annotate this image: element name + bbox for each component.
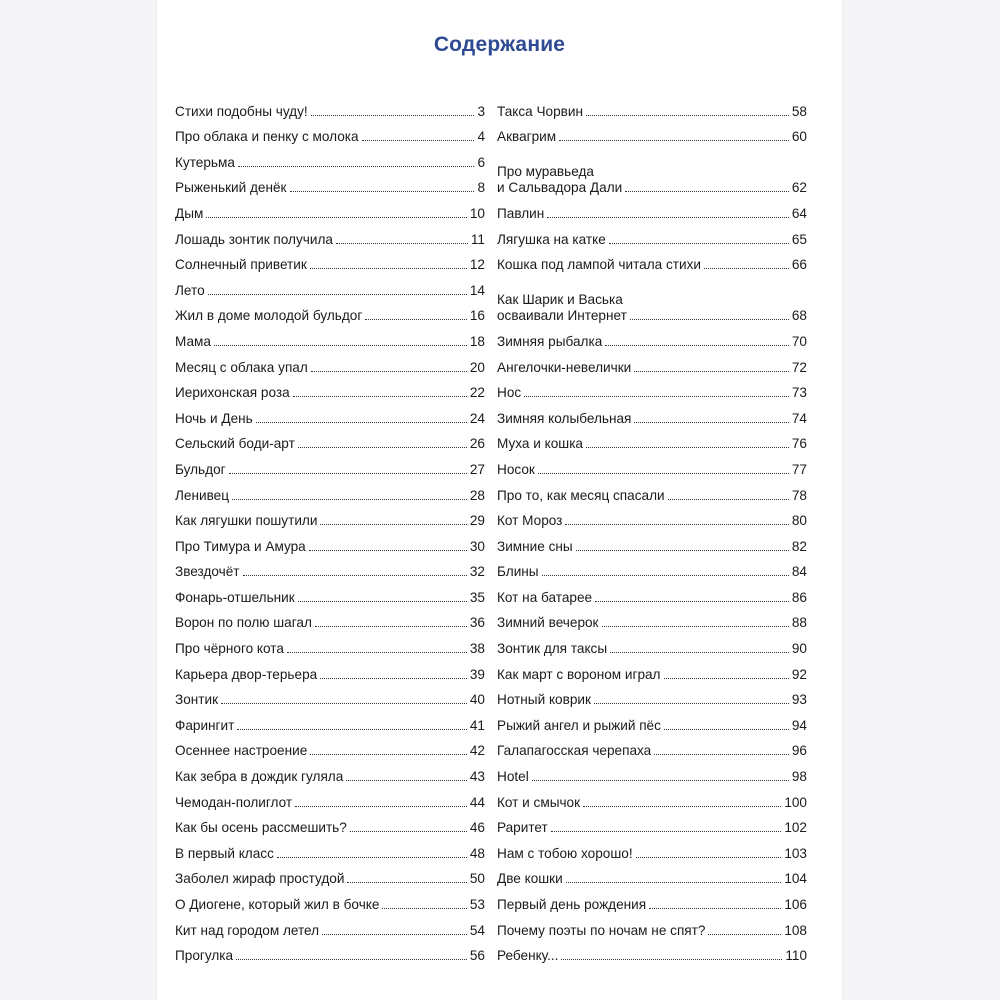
toc-entry-title: Нотный коврик [497,692,591,708]
toc-entry [175,836,485,862]
dot-leader [236,959,467,960]
toc-entry-page: 78 [791,487,807,503]
dot-leader [594,703,789,704]
toc-entry [175,811,485,837]
toc-entry [497,631,807,657]
dot-leader [532,780,789,781]
dot-leader [311,115,475,116]
toc-entry [497,657,807,683]
toc-entry [175,529,485,555]
toc-entry [175,196,485,222]
toc-entry [175,657,485,683]
dot-leader [586,115,789,116]
toc-entry-page: 11 [470,231,485,247]
toc-entry [175,555,485,581]
toc-entry-page: 28 [469,487,485,503]
toc-entry-title: Такса Чорвин [497,103,583,119]
toc-entry-page: 72 [791,359,807,375]
page-title: Содержание [433,33,566,56]
dot-leader [559,140,789,141]
dot-leader [704,268,789,269]
toc-entry [497,452,807,478]
dot-leader [322,934,467,935]
toc-entry-page: 46 [469,820,485,836]
dot-leader [346,780,467,781]
toc-entry-page: 3 [477,103,485,119]
dot-leader [293,396,467,397]
dot-leader [320,678,467,679]
toc-entry-title: Лето [175,282,205,298]
toc-entry [175,171,485,197]
toc-entry-page: 35 [469,589,485,605]
toc-entry-title: Павлин [497,205,545,221]
toc-entry-title: Звездочёт [175,564,240,580]
toc-entry [497,759,807,785]
dot-leader [221,703,467,704]
toc-entry-title: Как март с вороном играл [497,666,661,682]
dot-leader [277,857,467,858]
toc-entry-title: Hotel [497,769,529,785]
toc-entry-page: 26 [469,436,485,452]
toc-entry-title: Про то, как месяц спасали [497,487,665,503]
toc-entry-page: 30 [469,538,485,554]
toc-entry-page: 29 [469,513,485,529]
dot-leader [365,319,467,320]
toc-entry-page: 56 [469,948,485,964]
toc-entry-page: 36 [469,615,485,631]
toc-entry [497,887,807,913]
toc-entry [175,452,485,478]
dot-leader [602,626,789,627]
toc-entry [497,401,807,427]
toc-entry-page: 58 [791,103,807,119]
dot-leader [625,191,789,192]
toc-entry-title: Нам с тобою хорошо! [497,845,633,861]
toc-entry [175,427,485,453]
dot-leader [243,575,467,576]
toc-entry [175,606,485,632]
toc-entry [175,350,485,376]
toc-entry-title: Заболел жираф простудой [175,871,345,887]
toc-column-right [497,94,807,964]
toc-entry-page: 98 [791,769,807,785]
toc-entry-page: 103 [784,845,807,861]
dot-leader [538,473,789,474]
dot-leader [586,447,789,448]
toc-entry-title: Нос [497,385,522,401]
toc-entry-title: Носок [497,461,535,477]
toc-entry-title: Раритет [497,820,548,836]
toc-entry [175,887,485,913]
toc-entry [497,606,807,632]
toc-entry-page: 68 [791,308,807,324]
book-page [157,0,842,1000]
toc-entry-title: Зонтик [175,692,219,708]
toc-entry-page: 64 [791,205,807,221]
toc-entry-title: Как зебра в дождик гуляла [175,769,344,785]
toc-entry-page: 70 [791,333,807,349]
toc-entry-page: 53 [469,897,485,912]
toc-entry [175,222,485,248]
toc-entry-page: 102 [784,820,807,836]
toc-entry-page: 73 [791,385,807,401]
toc-entry-page: 32 [469,564,485,580]
toc-entry-page: 40 [469,692,485,708]
toc-entry-page: 18 [469,333,485,349]
toc-entry [497,376,807,402]
toc-entry-title: Как Шарик и Васька осваивали Интернет [497,292,627,324]
toc-entry-page: 39 [469,666,485,682]
toc-entry [497,580,807,606]
toc-entry-title: Жил в доме молодой бульдог [175,308,363,324]
toc-entry-page: 92 [791,666,807,682]
toc-entry-title: Фарингит [175,717,235,733]
toc-entry-page: 86 [791,589,807,605]
dot-leader [311,371,467,372]
toc-entry [175,580,485,606]
dot-leader [287,652,467,653]
toc-entry-page: 14 [469,282,485,298]
toc-entry [497,222,807,248]
dot-leader [610,652,789,653]
toc-entry-page: 74 [791,410,807,426]
toc-entry-title: Бульдог [175,461,226,477]
toc-entry-page: 44 [469,794,485,810]
dot-leader [630,319,789,320]
toc-entry-title: В первый класс [175,845,274,861]
dot-leader [238,166,475,167]
toc-entry-title: Аквагрим [497,129,557,145]
dot-leader [708,934,781,935]
toc-entry-page: 84 [791,564,807,580]
toc-entry-title: Лошадь зонтик получила [175,231,333,247]
dot-leader [208,294,467,295]
toc-entry-title: Зимняя рыбалка [497,333,603,349]
toc-entry-title: Карьера двор-терьера [175,666,318,682]
toc-entry-title: Про Тимура и Амура [175,538,306,554]
toc-entry [175,504,485,530]
toc-entry-title: Кот Мороз [497,513,563,529]
toc-entry-page: 65 [791,231,807,247]
toc-entry-title: Зимняя колыбельная [497,410,632,426]
toc-entry [175,248,485,274]
toc-entry [497,785,807,811]
dot-leader [636,857,782,858]
toc-entry-title: Чемодан-полиглот [175,794,293,810]
toc-entry-title: Ленивец [175,487,229,503]
dot-leader [649,908,781,909]
toc-entry-page: 12 [469,257,485,273]
dot-leader [609,243,789,244]
toc-entry [175,759,485,785]
toc-entry [175,273,485,299]
toc-entry [175,299,485,325]
toc-entry-title: Солнечный приветик [175,257,307,273]
toc-entry [497,350,807,376]
dot-leader [229,473,467,474]
toc-entry [175,708,485,734]
dot-leader [566,882,782,883]
dot-leader [583,806,781,807]
dot-leader [237,729,467,730]
toc-entry-page: 54 [469,922,485,938]
toc-entry [175,145,485,171]
toc-entry-title: Сельский боди-арт [175,436,295,452]
toc-entry-page: 62 [791,180,807,196]
toc-entry-title: Кит над городом летел [175,922,320,938]
toc-entry-title: Первый день рождения [497,897,647,912]
toc-entry-title: Лягушка на катке [497,231,606,247]
toc-entry-title: Ворон по полю шагал [175,615,312,631]
dot-leader [290,191,475,192]
toc-entry-title: Рыжий ангел и рыжий пёс [497,717,661,733]
toc-entry-page: 6 [477,154,485,170]
dot-leader [347,882,466,883]
toc-entry-page: 4 [477,129,485,145]
dot-leader [298,447,467,448]
dot-leader [595,601,789,602]
toc-entry-page: 20 [469,359,485,375]
toc-entry-title: Ребенку... [497,948,559,964]
toc-entry-title: Зимний вечерок [497,615,599,631]
toc-entry [175,324,485,350]
dot-leader [654,754,789,755]
toc-entry [175,478,485,504]
toc-entry [497,120,807,146]
toc-entry-page: 77 [791,461,807,477]
toc-entry-page: 41 [469,717,485,733]
toc-entry-page: 22 [469,385,485,401]
dot-leader [542,575,789,576]
toc-entry-page: 90 [791,641,807,657]
toc-entry-page: 16 [469,308,485,324]
toc-entry-page: 96 [791,743,807,759]
toc-entry-title: Блины [497,564,539,580]
toc-entry-page: 100 [784,794,807,810]
toc-entry-title: Зонтик для таксы [497,641,608,657]
toc-entry-page: 66 [791,257,807,273]
toc-entry [497,324,807,350]
toc-entry-title: Месяц с облака упал [175,359,308,375]
toc-entry-page: 104 [784,871,807,887]
toc-entry-title: Ангелочки-невелички [497,359,632,375]
toc-entry [175,683,485,709]
toc-entry-page: 88 [791,615,807,631]
toc-entry [175,94,485,120]
dot-leader [362,140,475,141]
toc-entry-title: Про чёрного кота [175,641,284,657]
dot-leader [298,601,467,602]
toc-entry-title: О Диогене, который жил в бочке [175,897,380,912]
dot-leader [561,959,782,960]
toc-entry-title: Осеннее настроение [175,743,308,759]
dot-leader [256,422,467,423]
toc-entry-page: 24 [469,410,485,426]
dot-leader [295,806,467,807]
toc-entry [497,836,807,862]
toc-entry [497,94,807,120]
toc-entry-page: 80 [791,513,807,529]
toc-entry [175,120,485,146]
toc-entry-title: Рыженький денёк [175,180,287,196]
toc-entry-title: Прогулка [175,948,234,964]
toc-entry [497,939,807,965]
toc-entry-page: 10 [469,205,485,221]
toc-entry-page: 8 [477,180,485,196]
toc-entry [175,734,485,760]
toc-entry-title: Фонарь-отшельник [175,589,295,605]
toc-entry [497,427,807,453]
toc-entry-title: Галапагосская черепаха [497,743,652,759]
toc-entry-title: Дым [175,205,204,221]
toc-entry-title: Кошка под лампой читала стихи [497,257,702,273]
toc-entry-page: 76 [791,436,807,452]
toc-entry [175,376,485,402]
toc-entry-title: Иерихонская роза [175,385,290,401]
dot-leader [309,550,467,551]
dot-leader [315,626,467,627]
dot-leader [350,831,467,832]
toc-entry-page: 110 [785,948,807,964]
dot-leader [524,396,789,397]
toc-entry-page: 93 [791,692,807,708]
toc-entry-title: Кот на батарее [497,589,593,605]
toc-entry [175,939,485,965]
dot-leader [310,268,467,269]
dot-leader [310,754,467,755]
toc-entry-title: Как лягушки пошутили [175,513,318,529]
toc-entry-title: Кот и смычок [497,794,581,810]
toc-entry [175,785,485,811]
toc-entry-page: 106 [784,897,807,912]
toc-entry-page: 50 [469,871,485,887]
dot-leader [547,217,789,218]
toc-entry-page: 27 [469,461,485,477]
dot-leader [320,524,466,525]
toc-entry [497,811,807,837]
toc-entry [497,248,807,274]
toc-entry [497,708,807,734]
dot-leader [232,499,467,500]
toc-entry [497,504,807,530]
toc-entry-title: Две кошки [497,871,563,887]
toc-entry [497,555,807,581]
dot-leader [634,422,788,423]
toc-entry [497,862,807,888]
dot-leader [382,908,466,909]
toc-entry-page: 94 [791,717,807,733]
dot-leader [668,499,789,500]
toc-entry [497,683,807,709]
toc-entry [175,862,485,888]
toc-entry-title: Почему поэты по ночам не спят? [497,922,706,938]
toc-entry-title: Ночь и День [175,410,253,426]
toc-entry-page: 48 [469,845,485,861]
toc-entry [497,913,807,939]
dot-leader [214,345,467,346]
toc-entry-title: Зимние сны [497,538,573,554]
toc-entry-title: Про облака и пенку с молока [175,129,359,145]
dot-leader [551,831,782,832]
toc-entry [497,478,807,504]
toc-entry [175,913,485,939]
dot-leader [664,729,789,730]
toc-entry-title: Мама [175,333,211,349]
toc-entry-title: Про муравьеда и Сальвадора Дали [497,164,623,196]
toc-entry-title: Стихи подобны чуду! [175,103,308,119]
dot-leader [634,371,789,372]
dot-leader [336,243,468,244]
toc-entry-title: Как бы осень рассмешить? [175,820,347,836]
dot-leader [206,217,467,218]
toc-entry-page: 38 [469,641,485,657]
toc-entry [175,401,485,427]
dot-leader [576,550,789,551]
toc-entry-page: 108 [784,922,807,938]
toc-entry-page: 60 [791,129,807,145]
toc-entry [497,273,807,324]
toc-entry-page: 82 [791,538,807,554]
toc-entry [175,631,485,657]
toc-entry-title: Кутерьма [175,154,235,170]
toc-column-left [175,94,485,964]
toc-entry [497,196,807,222]
dot-leader [565,524,788,525]
dot-leader [605,345,789,346]
toc-entry [497,734,807,760]
toc-entry [497,529,807,555]
toc-entry-title: Муха и кошка [497,436,583,452]
dot-leader [664,678,789,679]
toc-entry-page: 43 [469,769,485,785]
toc-entry [497,145,807,196]
toc-entry-page: 42 [469,743,485,759]
